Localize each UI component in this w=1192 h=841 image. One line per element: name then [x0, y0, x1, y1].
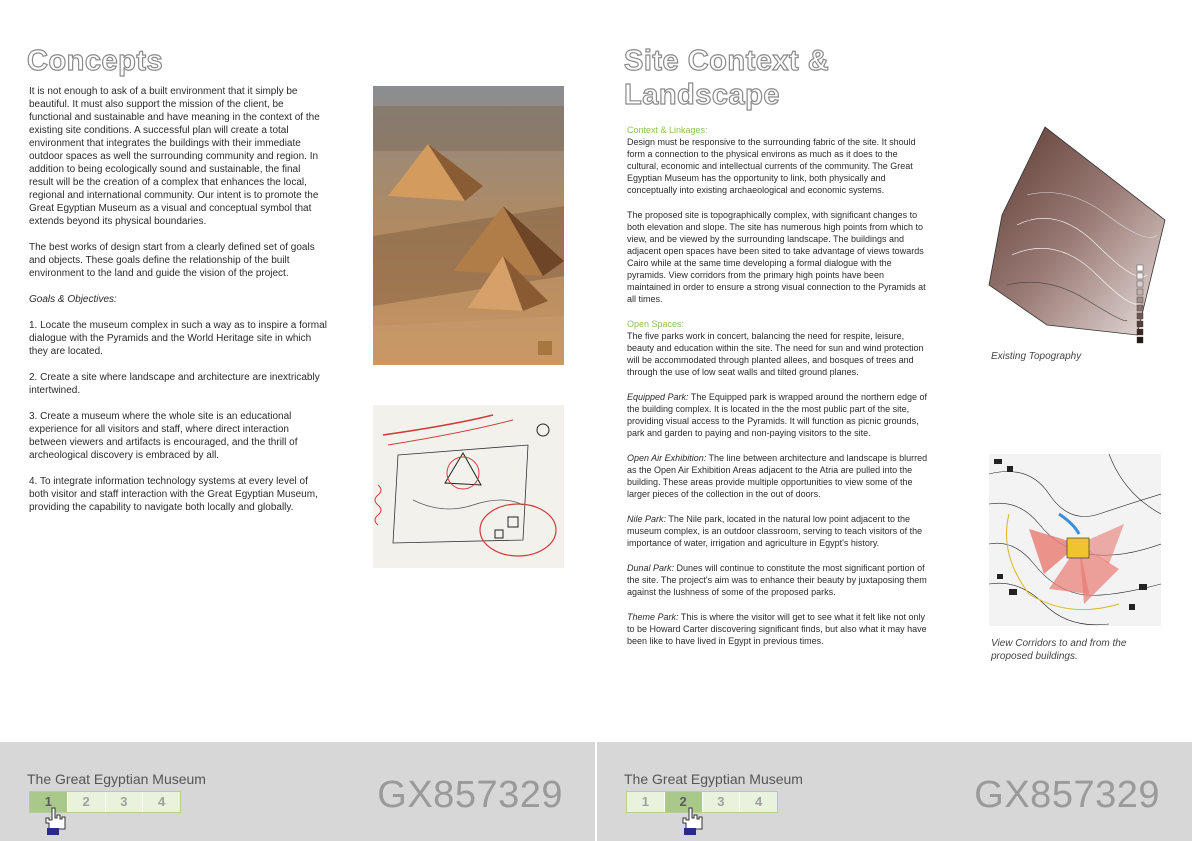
park-text: The Nile park, located in the natural low point adjacent to the museum complex, is an outdoor classroom, serving to teach visitors of the importance of water, irrigation and agriculture in Egypt's history.: [627, 514, 923, 548]
park-item: [627, 391, 929, 439]
page-tab-3[interactable]: 3: [703, 792, 741, 812]
context-paragraph: The proposed site is topographically complex, with significant changes to both elevation and slope. The site has numerous high points from which to view, and be viewed by the surrounding landscape. The buildings and adjacent open spaces have been sited to take advantage of views towards Cairo while at the same time developing a formal dialogue with the pyramids. View corridors from the primary high points have been maintained in order to ensure a strong visual connection to the Pyramids at all times.: [627, 210, 926, 304]
park-item: [627, 611, 929, 647]
concepts-paragraph: It is not enough to ask of a built environment that it simply be beautiful. It must also support the mission of the client, be functional and sustainable and have meaning in the context of the existing site conditions. A successful plan will create a total environment that integrates the buildings with their immediate outdoor spaces as well the surrounding community and region. In addition to being ecologically sound and sustainable, the final result will be the creation of a complex that enhances the local, regional and international community. Our intent is to promote the Great Egyptian Museum as a visual and conceptual symbol that extends beyond its physical boundaries.: [29, 86, 320, 227]
page-tab-1[interactable]: 1: [627, 792, 665, 812]
pyramids-aerial-photo: [373, 86, 564, 365]
title-line-1: Site Context &: [624, 45, 830, 77]
title-line-2: Landscape: [624, 79, 780, 111]
concept-sketch: [373, 405, 564, 568]
goal-item: 2. Create a site where landscape and architecture are inextricably intertwined.: [29, 372, 320, 396]
caption-view-corridors: View Corridors to and from the proposed buildings.: [991, 638, 1127, 662]
goal-item: 4. To integrate information technology systems at every level of both visitor and staff interaction with the Great Egyptian Museum, providing the capability to navigate both locally and globally.: [29, 476, 318, 513]
park-item: [627, 452, 929, 500]
park-name: Theme Park:: [627, 612, 679, 622]
footer: [597, 742, 1192, 841]
park-name: Nile Park:: [627, 514, 667, 524]
context-paragraph: Design must be responsive to the surrounding fabric of the site. It should form a connection to the physical environs as much as it does to the cultural, economic and intellectual currents of the community. The Great Egyptian Museum has the opportunity to link, both physically and conceptually into existing archaeological and economic systems.: [627, 137, 916, 195]
footer-project-title: The Great Egyptian Museum: [624, 771, 803, 787]
goal-item: 1. Locate the museum complex in such a way as to inspire a formal dialogue with the Pyramids and the World Heritage site in which they are located.: [29, 320, 327, 357]
footer: [0, 742, 595, 841]
project-code: GX857329: [974, 774, 1160, 816]
concepts-text: [29, 85, 327, 527]
open-spaces-paragraph: The five parks work in concert, balancing the need for respite, leisure, beauty and education within the site. The need for sun and wind protection will be accommodated through planted allees, and bosques of trees and through the use of low seat walls and tilted ground planes.: [627, 331, 924, 377]
hand-pointer-icon: [681, 806, 703, 836]
goal-item: 3. Create a museum where the whole site is an educational experience for all visitors and staff, where direct interaction between viewers and artifacts is encouraged, and the thrill of archeological discovery is embraced by all.: [29, 411, 298, 461]
page-tab-2[interactable]: 2: [665, 792, 703, 812]
view-corridors-map: [989, 454, 1161, 626]
left-page: [0, 0, 595, 841]
open-spaces-heading: Open Spaces:: [627, 319, 685, 329]
goals-heading: Goals & Objectives:: [29, 294, 117, 305]
page-title-concepts: Concepts: [27, 45, 164, 77]
park-text: The line between architecture and landscape is blurred as the Open Air Exhibition Areas adjacent to the Atria are pulled into the building. These areas provide multiple opportunities to view some of the larger pieces of the collection in the out of doors.: [627, 453, 928, 499]
park-item: [627, 562, 929, 598]
page-tab-4[interactable]: 4: [158, 794, 166, 809]
caption-existing-topography: Existing Topography: [991, 351, 1082, 362]
park-text: Dunes will continue to constitute the most significant portion of the site. The project's aim was to enhance their beauty by juxtaposing them against the lushness of some of the proposed parks.: [627, 563, 927, 597]
footer-project-title: The Great Egyptian Museum: [27, 771, 206, 787]
park-name: Dunal Park:: [627, 563, 675, 573]
park-item: [627, 513, 929, 549]
park-text: This is where the visitor will get to see what it felt like not only to be Howard Carter discovering significant finds, but also what it may have been like to have lived in Egypt in previous times.: [627, 612, 927, 646]
site-context-text: [627, 124, 929, 660]
page-title-site-context: [624, 44, 829, 112]
concepts-paragraph: The best works of design start from a clearly defined set of goals and objects. These goals define the relationship of the built environment to the land and guide the vision of the project.: [29, 242, 315, 279]
page-tab-3[interactable]: 3: [106, 792, 144, 812]
park-name: Equipped Park:: [627, 392, 689, 402]
page-tab-1[interactable]: 1: [30, 792, 68, 812]
page-tab-4[interactable]: 4: [755, 794, 763, 809]
project-code: GX857329: [377, 774, 563, 816]
park-text: The Equipped park is wrapped around the northern edge of the building complex. It is located in the the most public part of the site, providing visual access to the Pyramids. It will function as picnic grounds, park and garden to paying and non-paying visitors to the site.: [627, 392, 928, 438]
right-page: [597, 0, 1192, 841]
hand-pointer-icon: [44, 806, 66, 836]
park-name: Open Air Exhibition:: [627, 453, 707, 463]
context-heading: Context & Linkages:: [627, 125, 708, 135]
existing-topography-map: [987, 125, 1167, 350]
page-tab-2[interactable]: 2: [68, 792, 106, 812]
